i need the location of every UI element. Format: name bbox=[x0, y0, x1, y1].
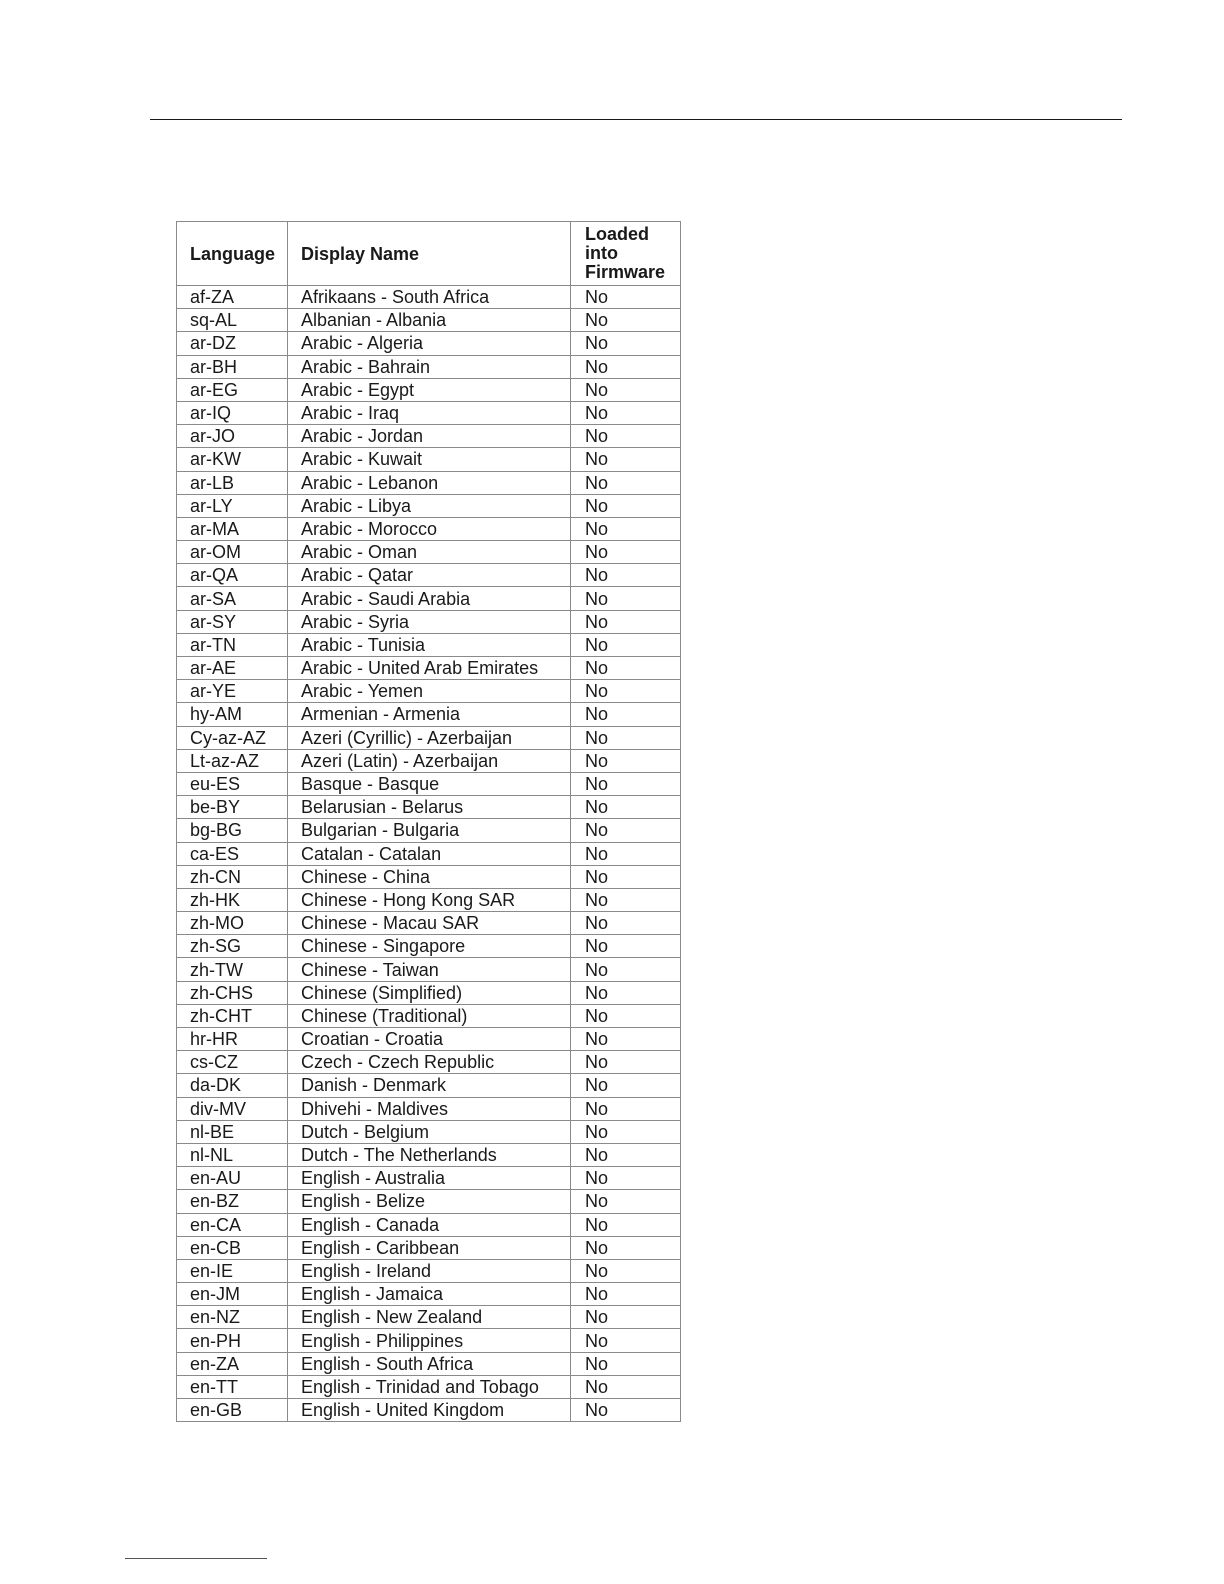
language-code-cell: Lt-az-AZ bbox=[177, 749, 288, 772]
language-code-cell: ar-TN bbox=[177, 633, 288, 656]
display-name-cell: Chinese - Taiwan bbox=[288, 958, 571, 981]
language-code-cell: ar-KW bbox=[177, 448, 288, 471]
display-name-cell: Azeri (Latin) - Azerbaijan bbox=[288, 749, 571, 772]
table-row bbox=[177, 564, 681, 587]
header-rule bbox=[150, 119, 1122, 120]
loaded-cell: No bbox=[571, 494, 681, 517]
table-row bbox=[177, 633, 681, 656]
language-code-cell: be-BY bbox=[177, 796, 288, 819]
loaded-cell: No bbox=[571, 865, 681, 888]
language-code-cell: ar-AE bbox=[177, 657, 288, 680]
language-code-cell: zh-MO bbox=[177, 912, 288, 935]
table-row bbox=[177, 819, 681, 842]
table-row bbox=[177, 726, 681, 749]
loaded-cell: No bbox=[571, 1375, 681, 1398]
loaded-cell: No bbox=[571, 657, 681, 680]
language-code-cell: sq-AL bbox=[177, 309, 288, 332]
table-row bbox=[177, 332, 681, 355]
language-code-cell: bg-BG bbox=[177, 819, 288, 842]
loaded-cell: No bbox=[571, 1399, 681, 1422]
display-name-cell: Azeri (Cyrillic) - Azerbaijan bbox=[288, 726, 571, 749]
loaded-cell: No bbox=[571, 1259, 681, 1282]
table-row bbox=[177, 935, 681, 958]
display-name-cell: Dhivehi - Maldives bbox=[288, 1097, 571, 1120]
table-row bbox=[177, 1259, 681, 1282]
display-name-cell: Arabic - Libya bbox=[288, 494, 571, 517]
table-row bbox=[177, 1352, 681, 1375]
display-name-cell: Arabic - Oman bbox=[288, 541, 571, 564]
display-name-cell: Arabic - United Arab Emirates bbox=[288, 657, 571, 680]
header-loaded-into-firmware: Loaded into Firmware bbox=[571, 222, 681, 286]
language-code-cell: eu-ES bbox=[177, 772, 288, 795]
language-code-cell: en-CA bbox=[177, 1213, 288, 1236]
table-row bbox=[177, 517, 681, 540]
loaded-cell: No bbox=[571, 425, 681, 448]
table-row bbox=[177, 958, 681, 981]
table-row bbox=[177, 1399, 681, 1422]
display-name-cell: Dutch - Belgium bbox=[288, 1120, 571, 1143]
loaded-cell: No bbox=[571, 680, 681, 703]
language-code-cell: nl-NL bbox=[177, 1143, 288, 1166]
table-row bbox=[177, 1306, 681, 1329]
loaded-cell: No bbox=[571, 471, 681, 494]
table-row bbox=[177, 865, 681, 888]
table-row bbox=[177, 378, 681, 401]
loaded-cell: No bbox=[571, 309, 681, 332]
language-code-cell: div-MV bbox=[177, 1097, 288, 1120]
language-code-cell: ar-BH bbox=[177, 355, 288, 378]
loaded-cell: No bbox=[571, 517, 681, 540]
display-name-cell: Dutch - The Netherlands bbox=[288, 1143, 571, 1166]
language-code-cell: ar-MA bbox=[177, 517, 288, 540]
display-name-cell: Chinese - Macau SAR bbox=[288, 912, 571, 935]
loaded-cell: No bbox=[571, 819, 681, 842]
table-row bbox=[177, 1190, 681, 1213]
display-name-cell: Arabic - Egypt bbox=[288, 378, 571, 401]
loaded-cell: No bbox=[571, 935, 681, 958]
display-name-cell: Arabic - Tunisia bbox=[288, 633, 571, 656]
table-row bbox=[177, 401, 681, 424]
table-row bbox=[177, 494, 681, 517]
language-code-cell: zh-HK bbox=[177, 888, 288, 911]
table-row bbox=[177, 796, 681, 819]
table-row bbox=[177, 1143, 681, 1166]
table-row bbox=[177, 703, 681, 726]
loaded-cell: No bbox=[571, 726, 681, 749]
display-name-cell: English - Belize bbox=[288, 1190, 571, 1213]
language-code-cell: en-PH bbox=[177, 1329, 288, 1352]
loaded-cell: No bbox=[571, 1051, 681, 1074]
display-name-cell: Arabic - Jordan bbox=[288, 425, 571, 448]
loaded-cell: No bbox=[571, 1074, 681, 1097]
table-body bbox=[177, 286, 681, 1422]
display-name-cell: Chinese - Singapore bbox=[288, 935, 571, 958]
display-name-cell: English - South Africa bbox=[288, 1352, 571, 1375]
table-row bbox=[177, 912, 681, 935]
language-code-cell: zh-CHT bbox=[177, 1004, 288, 1027]
language-code-cell: zh-SG bbox=[177, 935, 288, 958]
loaded-cell: No bbox=[571, 1190, 681, 1213]
table-row bbox=[177, 309, 681, 332]
loaded-cell: No bbox=[571, 587, 681, 610]
loaded-cell: No bbox=[571, 1004, 681, 1027]
display-name-cell: Arabic - Saudi Arabia bbox=[288, 587, 571, 610]
display-name-cell: Chinese (Traditional) bbox=[288, 1004, 571, 1027]
display-name-cell: Danish - Denmark bbox=[288, 1074, 571, 1097]
language-code-cell: ar-OM bbox=[177, 541, 288, 564]
table-row bbox=[177, 610, 681, 633]
loaded-cell: No bbox=[571, 610, 681, 633]
header-display-name: Display Name bbox=[288, 222, 571, 286]
header-language: Language bbox=[177, 222, 288, 286]
display-name-cell: English - New Zealand bbox=[288, 1306, 571, 1329]
table-row bbox=[177, 1167, 681, 1190]
table-row bbox=[177, 448, 681, 471]
loaded-cell: No bbox=[571, 1236, 681, 1259]
display-name-cell: Arabic - Morocco bbox=[288, 517, 571, 540]
language-code-cell: nl-BE bbox=[177, 1120, 288, 1143]
loaded-cell: No bbox=[571, 981, 681, 1004]
language-code-cell: ar-SY bbox=[177, 610, 288, 633]
footnote-rule bbox=[125, 1558, 267, 1559]
display-name-cell: Arabic - Yemen bbox=[288, 680, 571, 703]
language-code-cell: cs-CZ bbox=[177, 1051, 288, 1074]
loaded-cell: No bbox=[571, 286, 681, 309]
display-name-cell: English - Caribbean bbox=[288, 1236, 571, 1259]
language-code-cell: zh-TW bbox=[177, 958, 288, 981]
loaded-cell: No bbox=[571, 842, 681, 865]
table-row bbox=[177, 1074, 681, 1097]
language-code-cell: af-ZA bbox=[177, 286, 288, 309]
loaded-cell: No bbox=[571, 355, 681, 378]
loaded-cell: No bbox=[571, 378, 681, 401]
display-name-cell: Catalan - Catalan bbox=[288, 842, 571, 865]
display-name-cell: Bulgarian - Bulgaria bbox=[288, 819, 571, 842]
table-row bbox=[177, 425, 681, 448]
display-name-cell: Chinese - Hong Kong SAR bbox=[288, 888, 571, 911]
display-name-cell: Croatian - Croatia bbox=[288, 1028, 571, 1051]
loaded-cell: No bbox=[571, 796, 681, 819]
language-code-cell: en-TT bbox=[177, 1375, 288, 1398]
loaded-cell: No bbox=[571, 401, 681, 424]
display-name-cell: Arabic - Bahrain bbox=[288, 355, 571, 378]
loaded-cell: No bbox=[571, 448, 681, 471]
display-name-cell: English - Australia bbox=[288, 1167, 571, 1190]
table-header-row bbox=[177, 222, 681, 286]
loaded-cell: No bbox=[571, 1028, 681, 1051]
display-name-cell: English - United Kingdom bbox=[288, 1399, 571, 1422]
loaded-cell: No bbox=[571, 1213, 681, 1236]
language-code-cell: ar-LB bbox=[177, 471, 288, 494]
display-name-cell: Arabic - Algeria bbox=[288, 332, 571, 355]
language-code-cell: ar-LY bbox=[177, 494, 288, 517]
display-name-cell: Afrikaans - South Africa bbox=[288, 286, 571, 309]
display-name-cell: Arabic - Qatar bbox=[288, 564, 571, 587]
loaded-cell: No bbox=[571, 1352, 681, 1375]
loaded-cell: No bbox=[571, 703, 681, 726]
language-code-cell: en-BZ bbox=[177, 1190, 288, 1213]
loaded-cell: No bbox=[571, 1120, 681, 1143]
language-code-cell: en-GB bbox=[177, 1399, 288, 1422]
language-code-cell: hr-HR bbox=[177, 1028, 288, 1051]
language-code-cell: ar-JO bbox=[177, 425, 288, 448]
table-row bbox=[177, 1375, 681, 1398]
display-name-cell: Arabic - Lebanon bbox=[288, 471, 571, 494]
table-row bbox=[177, 772, 681, 795]
table-row bbox=[177, 981, 681, 1004]
loaded-cell: No bbox=[571, 332, 681, 355]
table-row bbox=[177, 1236, 681, 1259]
table-row bbox=[177, 1213, 681, 1236]
language-code-cell: en-AU bbox=[177, 1167, 288, 1190]
loaded-cell: No bbox=[571, 912, 681, 935]
table-row bbox=[177, 541, 681, 564]
table-row bbox=[177, 1120, 681, 1143]
display-name-cell: English - Jamaica bbox=[288, 1283, 571, 1306]
table-row bbox=[177, 888, 681, 911]
language-code-cell: Cy-az-AZ bbox=[177, 726, 288, 749]
language-code-cell: ar-YE bbox=[177, 680, 288, 703]
table-row bbox=[177, 1329, 681, 1352]
table-row bbox=[177, 471, 681, 494]
language-code-cell: en-CB bbox=[177, 1236, 288, 1259]
loaded-cell: No bbox=[571, 1283, 681, 1306]
loaded-cell: No bbox=[571, 1167, 681, 1190]
display-name-cell: English - Trinidad and Tobago bbox=[288, 1375, 571, 1398]
loaded-cell: No bbox=[571, 772, 681, 795]
display-name-cell: Czech - Czech Republic bbox=[288, 1051, 571, 1074]
loaded-cell: No bbox=[571, 541, 681, 564]
language-code-cell: en-NZ bbox=[177, 1306, 288, 1329]
display-name-cell: English - Philippines bbox=[288, 1329, 571, 1352]
table-row bbox=[177, 680, 681, 703]
loaded-cell: No bbox=[571, 564, 681, 587]
language-table bbox=[176, 221, 681, 1422]
language-code-cell: ca-ES bbox=[177, 842, 288, 865]
table-row bbox=[177, 1004, 681, 1027]
loaded-cell: No bbox=[571, 888, 681, 911]
table-row bbox=[177, 657, 681, 680]
table-row bbox=[177, 587, 681, 610]
display-name-cell: Belarusian - Belarus bbox=[288, 796, 571, 819]
table-row bbox=[177, 1051, 681, 1074]
table-row bbox=[177, 749, 681, 772]
display-name-cell: English - Canada bbox=[288, 1213, 571, 1236]
language-code-cell: en-IE bbox=[177, 1259, 288, 1282]
table-row bbox=[177, 1097, 681, 1120]
language-code-cell: en-JM bbox=[177, 1283, 288, 1306]
loaded-cell: No bbox=[571, 633, 681, 656]
loaded-cell: No bbox=[571, 749, 681, 772]
display-name-cell: Arabic - Kuwait bbox=[288, 448, 571, 471]
display-name-cell: Chinese (Simplified) bbox=[288, 981, 571, 1004]
table-row bbox=[177, 842, 681, 865]
display-name-cell: English - Ireland bbox=[288, 1259, 571, 1282]
language-code-cell: ar-SA bbox=[177, 587, 288, 610]
loaded-cell: No bbox=[571, 1306, 681, 1329]
display-name-cell: Arabic - Syria bbox=[288, 610, 571, 633]
language-code-cell: zh-CN bbox=[177, 865, 288, 888]
language-code-cell: ar-IQ bbox=[177, 401, 288, 424]
table-row bbox=[177, 1283, 681, 1306]
loaded-cell: No bbox=[571, 958, 681, 981]
language-code-cell: ar-EG bbox=[177, 378, 288, 401]
table-row bbox=[177, 286, 681, 309]
display-name-cell: Arabic - Iraq bbox=[288, 401, 571, 424]
language-code-cell: zh-CHS bbox=[177, 981, 288, 1004]
language-code-cell: ar-DZ bbox=[177, 332, 288, 355]
display-name-cell: Chinese - China bbox=[288, 865, 571, 888]
display-name-cell: Armenian - Armenia bbox=[288, 703, 571, 726]
language-code-cell: ar-QA bbox=[177, 564, 288, 587]
loaded-cell: No bbox=[571, 1329, 681, 1352]
language-code-cell: hy-AM bbox=[177, 703, 288, 726]
language-code-cell: da-DK bbox=[177, 1074, 288, 1097]
loaded-cell: No bbox=[571, 1143, 681, 1166]
table-row bbox=[177, 355, 681, 378]
display-name-cell: Basque - Basque bbox=[288, 772, 571, 795]
loaded-cell: No bbox=[571, 1097, 681, 1120]
display-name-cell: Albanian - Albania bbox=[288, 309, 571, 332]
language-code-cell: en-ZA bbox=[177, 1352, 288, 1375]
table-row bbox=[177, 1028, 681, 1051]
